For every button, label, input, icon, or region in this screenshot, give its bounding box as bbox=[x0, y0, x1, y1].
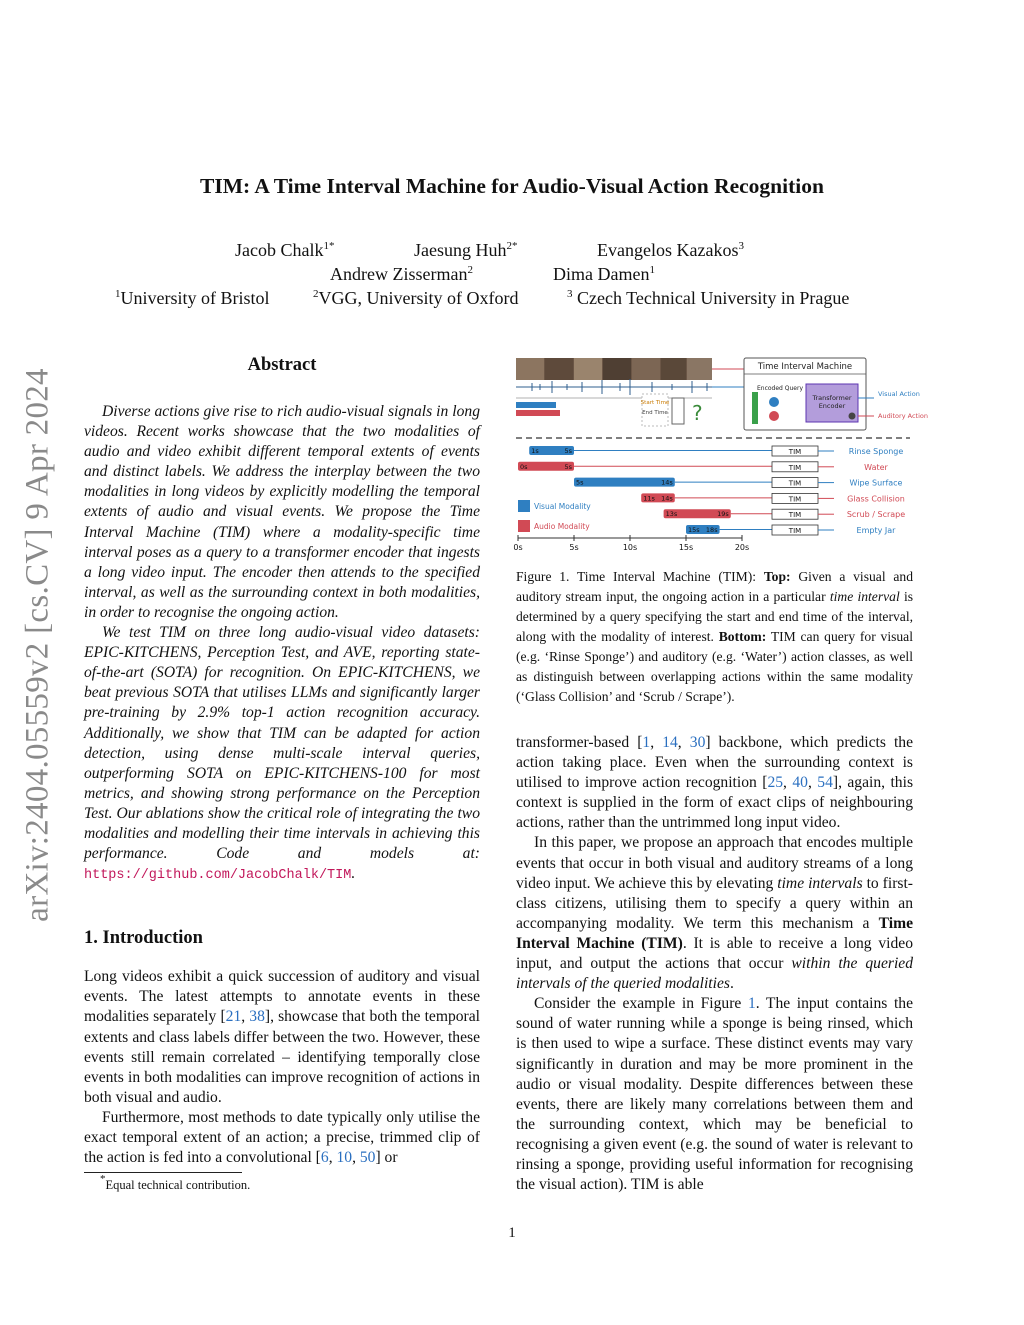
output-class-label: Rinse Sponge bbox=[848, 447, 904, 456]
author: Andrew Zisserman$^2$ bbox=[330, 264, 473, 284]
author: Jaesung Huh$^{2*}$ bbox=[414, 240, 518, 260]
figure-1 bbox=[512, 354, 928, 558]
visual-action-label: Visual Action bbox=[878, 390, 920, 398]
output-class-label: Water bbox=[864, 462, 888, 472]
figure-1-diagram bbox=[512, 354, 928, 558]
footnote-rule bbox=[84, 1172, 242, 1173]
footnote: *Equal technical contribution. bbox=[100, 1173, 251, 1192]
interval-end-label: 19s bbox=[717, 510, 729, 519]
axis-tick-label: 5s bbox=[569, 543, 579, 552]
affiliation: $^2$VGG, University of Oxford bbox=[313, 288, 519, 308]
figure-1-caption: Figure 1. Time Interval Machine (TIM): Top: Given a visual and auditory stream input, the ongoing action in a particular time interval is determined by a query specifying the start and end time of the interval, along with the modality of interest. Bottom: TIM can query for visual (e.g. ‘Rinse Sponge’) and auditory (e.g. ‘Water’) action classes, as well as distinguish between overlapping actions within the same modality (‘Glass Collision’ and ‘Scrub / Scrape’). bbox=[516, 569, 914, 704]
tim-module-label: TIM bbox=[788, 448, 802, 456]
transformer-label: Transformer Encoder bbox=[812, 394, 852, 410]
abstract bbox=[84, 402, 480, 886]
interval-end-label: 18s bbox=[705, 526, 718, 534]
tim-module-label: TIM bbox=[788, 463, 802, 472]
tim-module-label: TIM bbox=[788, 527, 802, 535]
left-column bbox=[84, 355, 480, 1168]
intro-paragraph-2: Furthermore, most methods to date typically only utilise the exact temporal extent of an action; a precise, trimmed clip of the action is fed into a convolutional [6, 10, 50] or bbox=[84, 1108, 480, 1167]
affiliation: $^3$ Czech Technical University in Prague bbox=[567, 288, 850, 308]
interval-end-label: 5s bbox=[564, 462, 572, 471]
gear-icon bbox=[849, 413, 856, 420]
legend-audio-label: Audio Modality bbox=[534, 522, 590, 531]
query-start-label: Start Time bbox=[640, 400, 670, 406]
tim-box bbox=[744, 358, 866, 430]
timeline-row bbox=[518, 462, 889, 472]
intro-paragraph-4: In this paper, we propose an approach that encodes multiple events that occur in both visual and auditory streams of a long video input. We achieve this by elevating time intervals to first-class citizens, utilising them to specify a query within an accompanying modality. We term this mechanism a Time Interval Machine (TIM). It is able to receive a long video input, and output the actions that occur within the queried intervals of the queried modalities. bbox=[516, 834, 913, 993]
output-class-label: Empty Jar bbox=[856, 526, 896, 535]
audio-query-icon bbox=[769, 411, 779, 421]
author: Jacob Chalk$^{1*}$ bbox=[235, 240, 335, 260]
introduction-heading: 1. Introduction bbox=[84, 928, 203, 949]
legend-visual-swatch bbox=[518, 500, 530, 512]
interval-start-label: 11s bbox=[643, 494, 655, 503]
encoded-query-bar bbox=[752, 392, 758, 424]
timeline-row bbox=[664, 509, 906, 519]
intro-paragraph-1: Long videos exhibit a quick succession of auditory and visual events. The latest attempts to annotate events in these modalities separately [21, 38], showcase that both the temporal extents and class labels differ between the two. However, these events still remain correlated – identifying temporally close events in both modalities can improve recognition of actions in both visual and audio. bbox=[84, 968, 480, 1106]
interval-end-label: 14s bbox=[661, 478, 673, 487]
code-link[interactable]: https://github.com/JacobChalk/TIM bbox=[84, 868, 352, 884]
output-class-label: Glass Collision bbox=[847, 494, 905, 504]
abstract-paragraph-2: We test TIM on three long audio-visual video datasets: EPIC-KITCHENS, Perception Test, and AVE, reporting state-of-the-art (SOTA) for recognition. On EPIC-KITCHENS, we beat previous SOTA that utilises LLMs and significantly larger pre-training by 2.9% top-1 action recognition accuracy. Additionally, we show that TIM can be adapted for action detection, using dense multi-scale interval queries, outperforming SOTA on EPIC-KITCHENS-100 for most metrics, and showing strong performance on the Perception Test. Our ablations show the critical role of integrating the two modalities and modelling their time intervals in achieving this performance. Code and models at: https://github.com/JacobChalk/TIM. bbox=[84, 624, 480, 884]
audio-waveform bbox=[516, 379, 712, 395]
axis-tick-label: 15s bbox=[678, 543, 694, 552]
abstract-heading: Abstract bbox=[247, 355, 317, 375]
example-audio-interval bbox=[516, 410, 560, 416]
tim-module-label: TIM bbox=[788, 479, 802, 488]
video-frames bbox=[516, 358, 712, 380]
timeline-row bbox=[641, 493, 905, 503]
interval-start-label: 13s bbox=[665, 510, 678, 519]
legend-visual-label: Visual Modality bbox=[534, 502, 591, 511]
encoded-query-label: Encoded Query bbox=[756, 385, 804, 392]
tim-module-label: TIM bbox=[788, 495, 802, 504]
paper-title: TIM: A Time Interval Machine for Audio-Visual Action Recognition bbox=[200, 174, 824, 198]
timeline-row bbox=[574, 478, 903, 488]
output-class-label: Wipe Surface bbox=[849, 478, 903, 488]
question-mark-icon: ? bbox=[692, 401, 703, 425]
arxiv-identifier: arXiv:2404.05559v2 [cs.CV] 9 Apr 2024 bbox=[19, 368, 56, 922]
timeline-row bbox=[686, 525, 896, 535]
timeline-row bbox=[529, 446, 903, 456]
tim-box-label: Time Interval Machine bbox=[757, 362, 853, 372]
axis-tick-label: 0s bbox=[513, 543, 523, 552]
interval-start-label: 1s bbox=[531, 447, 539, 455]
interval-bar bbox=[574, 478, 675, 487]
interval-start-label: 0s bbox=[520, 462, 528, 471]
abstract-paragraph-1: Diverse actions give rise to rich audio-visual signals in long videos. Recent works showcase that the two modalities of audio and video exhibit different temporal extents of events and distinct labels. We address the interplay between the two modalities in long videos by explicitly modelling the temporal extents of audio and visual events. We propose the Time Interval Machine (TIM) where a modality-specific time interval poses as a query to a transformer encoder that ingests a long video input. The encoder then attends to the specified interval, as well as the surrounding context in both modalities, in order to recognise the ongoing action. bbox=[84, 403, 480, 621]
visual-query-icon bbox=[769, 397, 779, 407]
intro-paragraph-5: Consider the example in Figure 1. The input contains the sound of water running while a sponge is being rinsed, which is then used to wipe a surface. These distinct events may vary significantly in duration and may be more prominent in the audio or visual modality. Despite differences between these events, there are likely many correlations between them and the surrounding context, which may be beneficial to recognising a given event (e.g. the sound of water is relevant to rinsing a sponge, providing useful information for recognising the visual action). TIM is able bbox=[516, 995, 913, 1194]
interval-end-label: 5s bbox=[564, 447, 572, 455]
interval-end-label: 14s bbox=[661, 494, 673, 503]
tim-module-label: TIM bbox=[788, 511, 802, 520]
example-visual-interval bbox=[516, 402, 556, 408]
page-number: 1 bbox=[508, 1225, 516, 1241]
intro-paragraph-3: transformer-based [1, 14, 30] backbone, which predicts the action taking place. Even when the surrounding context is utilised to improve action recognition [25, 40, 54], again, this context is supplied in the form of exact clips of neighbouring actions, rather than the untrimmed long input video. bbox=[516, 734, 914, 832]
auditory-action-label: Auditory Action bbox=[878, 412, 928, 420]
interval-start-label: 15s bbox=[688, 526, 700, 534]
right-column bbox=[516, 733, 913, 1195]
query-end-label: End Time bbox=[642, 410, 668, 416]
interval-start-label: 5s bbox=[576, 478, 584, 487]
axis-tick-label: 10s bbox=[622, 543, 638, 552]
arxiv-sidebar bbox=[8, 355, 68, 935]
affiliation: $^1$University of Bristol bbox=[115, 288, 270, 308]
output-class-label: Scrub / Scrape bbox=[846, 510, 906, 520]
axis-tick-label: 20s bbox=[734, 543, 750, 552]
query-card bbox=[641, 394, 703, 426]
legend-audio-swatch bbox=[518, 520, 530, 532]
author: Evangelos Kazakos$^3$ bbox=[597, 240, 744, 260]
author: Dima Damen$^1$ bbox=[553, 264, 655, 284]
